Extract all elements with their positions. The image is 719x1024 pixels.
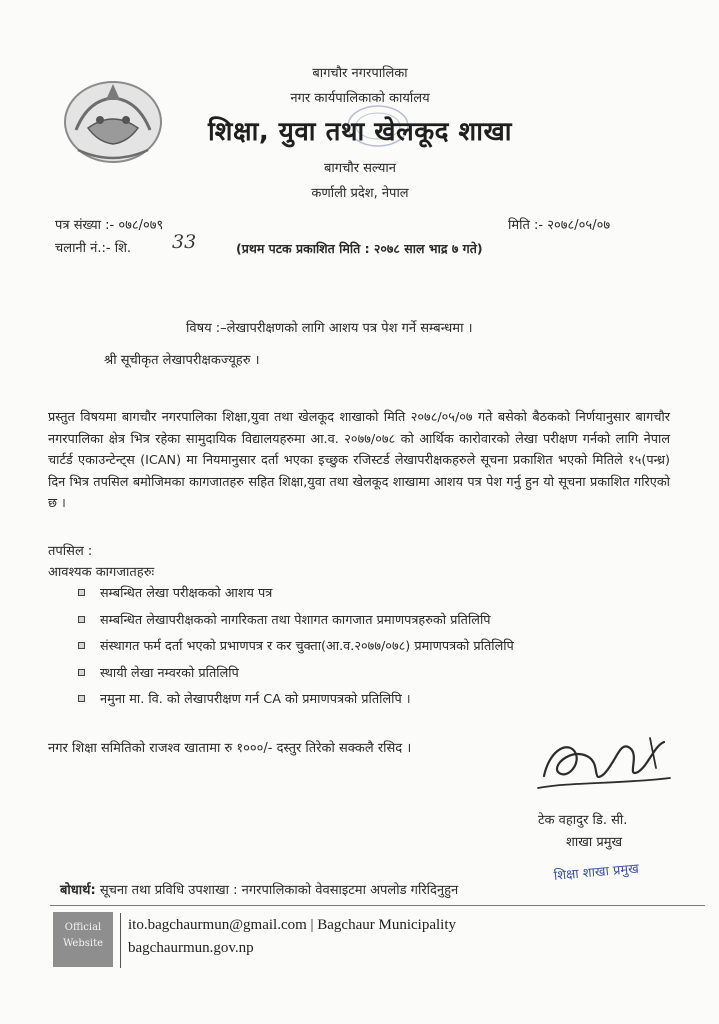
address-line-2: कर्णाली प्रदेश, नेपाल (311, 186, 409, 201)
nepal-emblem-icon (58, 70, 168, 168)
list-item: सम्बन्धित लेखा परीक्षकको आशय पत्र (78, 584, 678, 611)
footer-vertical-divider (120, 913, 121, 968)
address-line-1: बागचौर सल्यान (323, 161, 397, 176)
footer-contact: ito.bagchaurmun@gmail.com | Bagchaur Municipality (128, 917, 456, 933)
office-name: नगर कार्यपालिकाको कार्यालय (290, 91, 430, 106)
square-bullet-icon (78, 669, 85, 676)
square-bullet-icon (78, 589, 85, 596)
required-documents-list (78, 584, 678, 717)
documents-label: आवश्यक कागजातहरुः (48, 565, 155, 580)
square-bullet-icon (78, 642, 85, 649)
list-item: नमुना मा. वि. को लेखापरीक्षण गर्न CA को प्रमाणपत्रको प्रतिलिपि । (78, 690, 678, 717)
website-qr-code: Official Website (53, 912, 113, 967)
list-item: संस्थागत फर्म दर्ता भएको प्रभाणपत्र र कर चुक्ता(आ.व.२०७७/०७८) प्रमाणपत्रको प्रतिलिपि (78, 637, 678, 664)
subject-line: विषय :–लेखापरीक्षणको लागि आशय पत्र पेश गर्ने सम्बन्धमा । (186, 321, 473, 336)
list-item: सम्बन्धित लेखापरीक्षकको नागरिकता तथा पेशागत कागजात प्रमाणपत्रहरुको प्रतिलिपि (78, 611, 678, 638)
letter-date: मिति :- २०७८/०५/०७ (508, 218, 611, 233)
signature-icon (530, 728, 680, 802)
bodhartha-text: सूचना तथा प्रविधि उपशाखा : नगरपालिकाको वेवसाइटमा अपलोड गरिदिनुहुन (99, 883, 459, 898)
signatory-name: टेक वहादुर डि. सी. (538, 813, 628, 828)
footer-divider (50, 905, 705, 906)
fee-note: नगर शिक्षा समितिको राजश्व खातामा रु १०००/- दस्तुर तिरेको सक्कलै रसिद । (48, 741, 412, 756)
square-bullet-icon (78, 695, 85, 702)
square-bullet-icon (78, 616, 85, 623)
recipient-line: श्री सूचीकृत लेखापरीक्षकज्यूहरु । (104, 353, 260, 368)
dispatch-number-handwritten: 33 (172, 231, 197, 253)
footer-website: bagchaurmun.gov.np (128, 940, 254, 956)
section-seal-stamp: शिक्षा शाखा प्रमुख (553, 861, 640, 884)
section-title: शिक्षा, युवा तथा खेलकूद शाखा (208, 117, 512, 147)
municipality-name: बागचौर नगरपालिका (312, 66, 408, 81)
dispatch-number-label: चलानी नं.:- शि. (55, 241, 132, 256)
signatory-designation: शाखा प्रमुख (566, 835, 623, 850)
bodhartha-line (60, 880, 458, 898)
published-date: (प्रथम पटक प्रकाशित मिति : २०७८ साल भाद्र ७ गते) (236, 241, 483, 256)
letter-number: पत्र संख्या :- ०७८/०७९ (55, 218, 164, 233)
bodhartha-label: बोधार्थ: (60, 883, 96, 898)
tapasil-label: तपसिल : (48, 544, 93, 559)
list-item: स्थायी लेखा नम्वरको प्रतिलिपि (78, 664, 678, 691)
body-paragraph: प्रस्तुत विषयमा बागचौर नगरपालिका शिक्षा,युवा तथा खेलकूद शाखाको मिति २०७८/०५/०७ गते बसेको बैठकको निर्णयानुसार बागचौर नगरपालिका क्षेत्र भित्र रहेका सामुदायिक विद्यालयहरुमा आ.व. २०७७/०७८ को आर्थिक कारोवारको लेखा परीक्षण गर्नको लागि नेपाल चार्टर्ड एकाउन्टेन्ट्स (ICAN) मा नियमानुसार दर्ता भएका इच्छुक रजिस्टर्ड लेखापरीक्षकहरुले सूचना प्रकाशित भएको मितिले १५(पन्ध्र) दिन भित्र तपसिल बमोजिमका कागजातहरु सहित शिक्षा,युवा तथा खेलकूद शाखामा आशय पत्र पेश गर्नु हुन यो सूचना प्रकाशित गरिएको छ । (48, 410, 670, 512)
